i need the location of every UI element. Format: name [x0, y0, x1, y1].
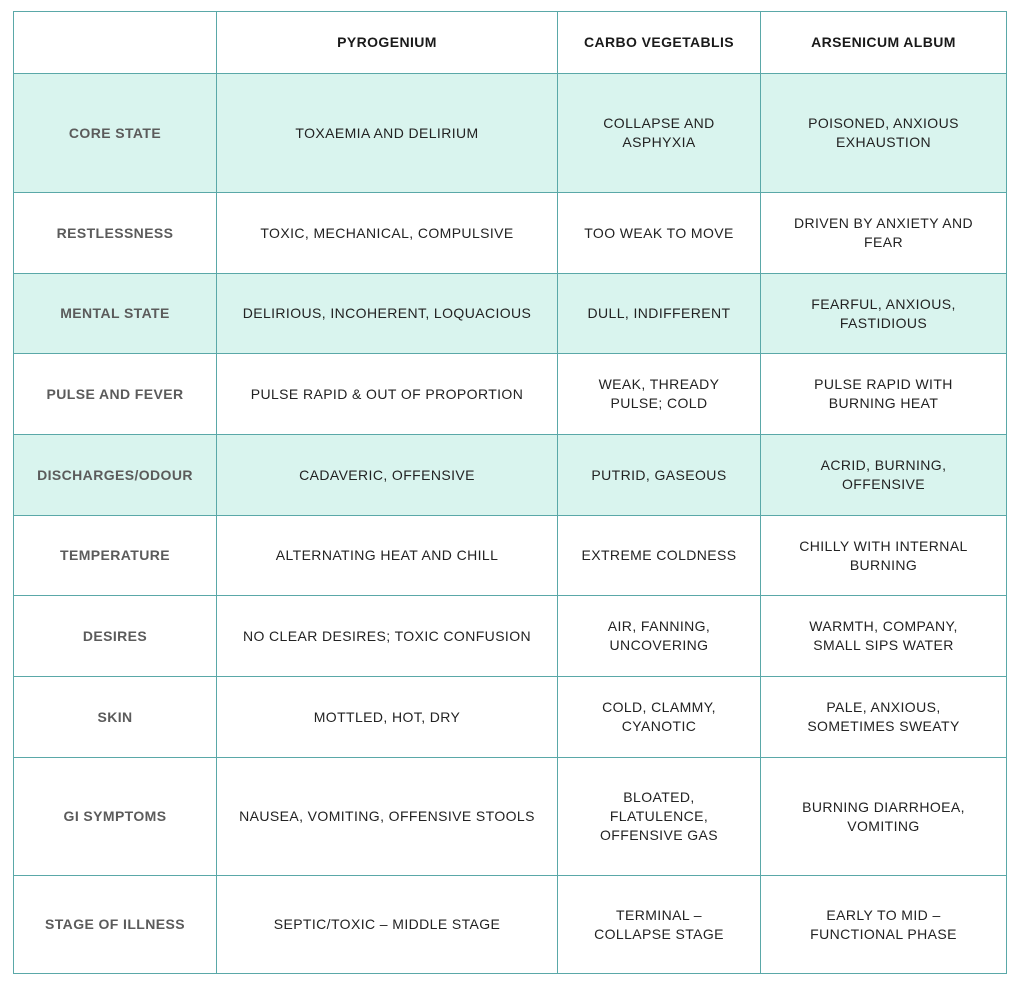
table-cell: EARLY TO MID – FUNCTIONAL PHASE — [761, 876, 1007, 974]
table-cell: COLLAPSE AND ASPHYXIA — [558, 74, 761, 193]
table-cell: DRIVEN BY ANXIETY AND FEAR — [761, 193, 1007, 274]
table-cell: BURNING DIARRHOEA, VOMITING — [761, 758, 1007, 876]
table-cell: PUTRID, GASEOUS — [558, 435, 761, 516]
row-label: SKIN — [14, 677, 217, 758]
table-cell: ACRID, BURNING, OFFENSIVE — [761, 435, 1007, 516]
table-row — [14, 516, 1007, 596]
table-cell: BLOATED, FLATULENCE, OFFENSIVE GAS — [558, 758, 761, 876]
table-cell: PALE, ANXIOUS, SOMETIMES SWEATY — [761, 677, 1007, 758]
table-row — [14, 758, 1007, 876]
table-cell: WARMTH, COMPANY, SMALL SIPS WATER — [761, 596, 1007, 677]
table-cell: COLD, CLAMMY, CYANOTIC — [558, 677, 761, 758]
row-label: MENTAL STATE — [14, 274, 217, 354]
table-cell: AIR, FANNING, UNCOVERING — [558, 596, 761, 677]
table-cell: PULSE RAPID WITH BURNING HEAT — [761, 354, 1007, 435]
row-label: PULSE AND FEVER — [14, 354, 217, 435]
table-cell: TOXIC, MECHANICAL, COMPULSIVE — [217, 193, 558, 274]
row-label: DISCHARGES/ODOUR — [14, 435, 217, 516]
header-carbo-vegetablis: CARBO VEGETABLIS — [558, 12, 761, 74]
table-row — [14, 677, 1007, 758]
table-row — [14, 596, 1007, 677]
comparison-table — [13, 11, 1007, 974]
table-cell: PULSE RAPID & OUT OF PROPORTION — [217, 354, 558, 435]
row-label: TEMPERATURE — [14, 516, 217, 596]
table-cell: TOXAEMIA AND DELIRIUM — [217, 74, 558, 193]
table-cell: CADAVERIC, OFFENSIVE — [217, 435, 558, 516]
row-label: GI SYMPTOMS — [14, 758, 217, 876]
table-row — [14, 74, 1007, 193]
row-label: CORE STATE — [14, 74, 217, 193]
table-cell: WEAK, THREADY PULSE; COLD — [558, 354, 761, 435]
table-cell: DELIRIOUS, INCOHERENT, LOQUACIOUS — [217, 274, 558, 354]
header-corner — [14, 12, 217, 74]
header-arsenicum-album: ARSENICUM ALBUM — [761, 12, 1007, 74]
row-label: RESTLESSNESS — [14, 193, 217, 274]
row-label: STAGE OF ILLNESS — [14, 876, 217, 974]
table-cell: TOO WEAK TO MOVE — [558, 193, 761, 274]
table-row — [14, 435, 1007, 516]
table-cell: SEPTIC/TOXIC – MIDDLE STAGE — [217, 876, 558, 974]
table-row — [14, 274, 1007, 354]
table-cell: FEARFUL, ANXIOUS, FASTIDIOUS — [761, 274, 1007, 354]
table-cell: CHILLY WITH INTERNAL BURNING — [761, 516, 1007, 596]
table-row — [14, 193, 1007, 274]
header-pyrogenium: PYROGENIUM — [217, 12, 558, 74]
header-row — [14, 12, 1007, 74]
table-cell: DULL, INDIFFERENT — [558, 274, 761, 354]
table-cell: EXTREME COLDNESS — [558, 516, 761, 596]
table-cell: NO CLEAR DESIRES; TOXIC CONFUSION — [217, 596, 558, 677]
table-cell: ALTERNATING HEAT AND CHILL — [217, 516, 558, 596]
table-cell: NAUSEA, VOMITING, OFFENSIVE STOOLS — [217, 758, 558, 876]
table-cell: MOTTLED, HOT, DRY — [217, 677, 558, 758]
row-label: DESIRES — [14, 596, 217, 677]
table-cell: POISONED, ANXIOUS EXHAUSTION — [761, 74, 1007, 193]
table-cell: TERMINAL – COLLAPSE STAGE — [558, 876, 761, 974]
table-row — [14, 354, 1007, 435]
table-row — [14, 876, 1007, 974]
